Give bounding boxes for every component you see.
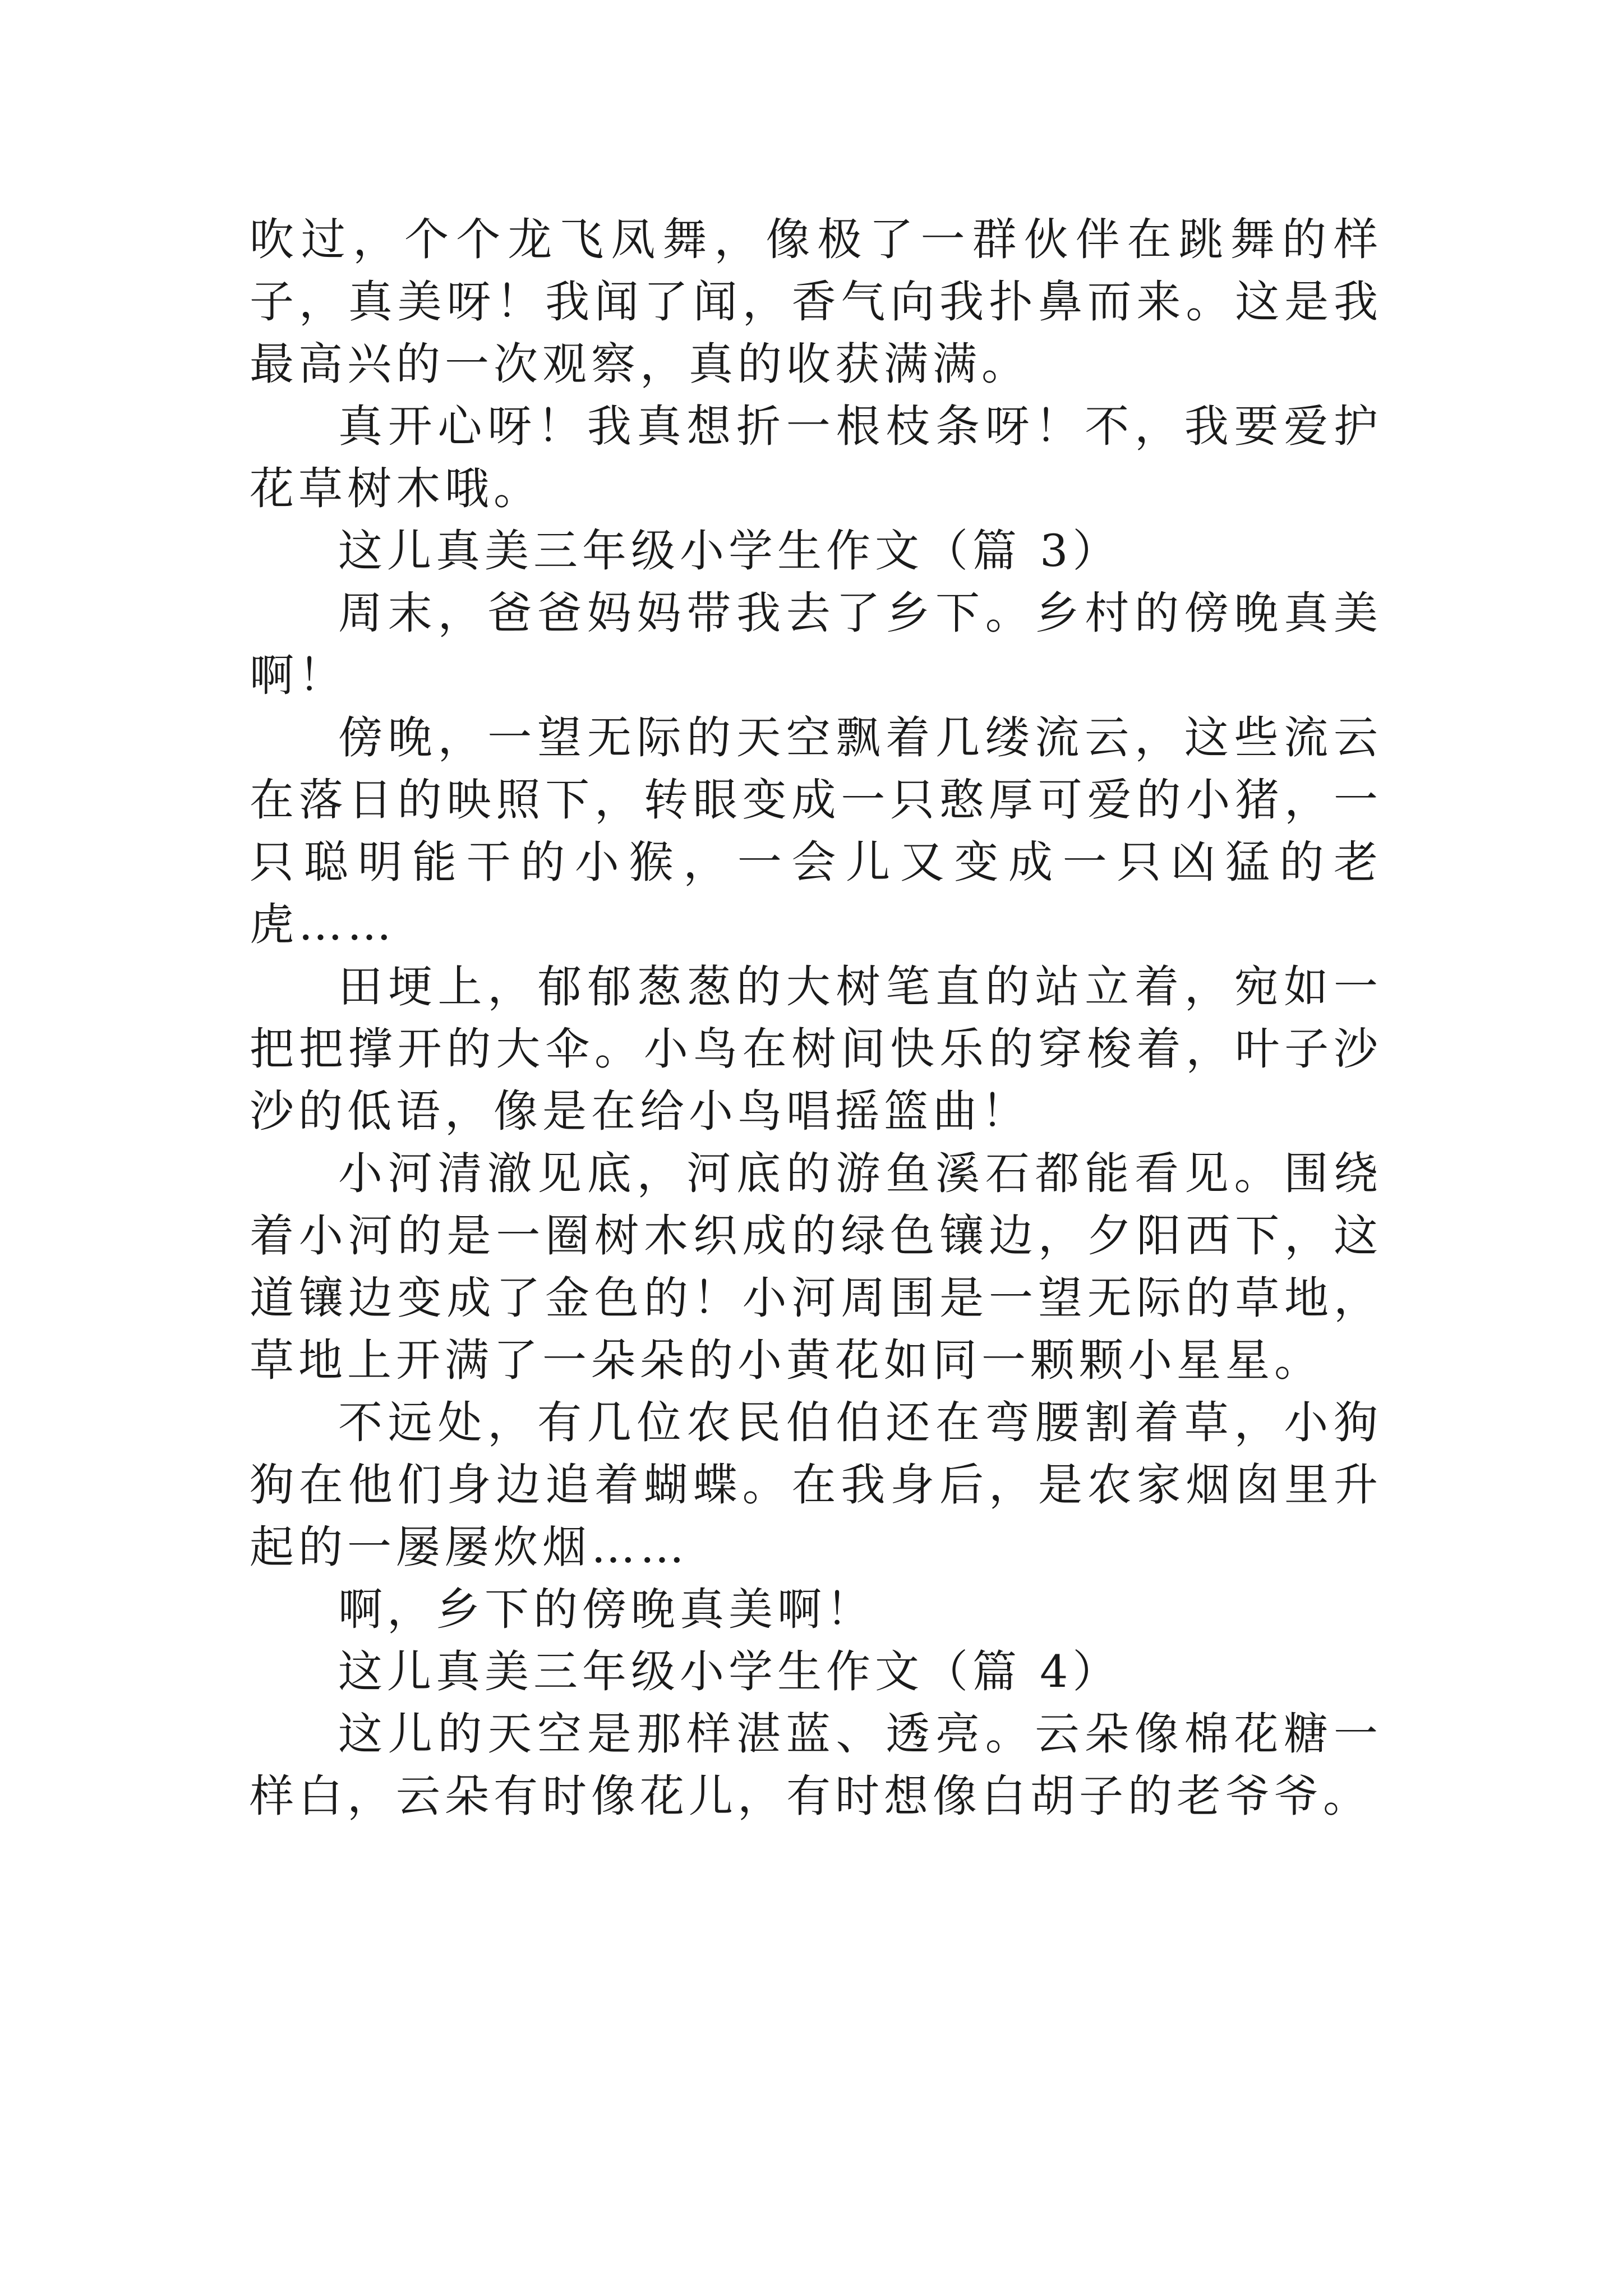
paragraph-3: 周末，爸爸妈妈带我去了乡下。乡村的傍晚真美啊！: [250, 587, 1382, 701]
paragraph-9: 这儿的天空是那样湛蓝、透亮。云朵像棉花糖一样白，云朵有时像花儿，有时想像白胡子的老爷爷。: [250, 1708, 1382, 1822]
paragraph-1: 吹过，个个龙飞凤舞，像极了一群伙伴在跳舞的样子，真美呀！我闻了闻，香气向我扑鼻而来。这是我最高兴的一次观察，真的收获满满。: [250, 214, 1382, 390]
section-heading-4: 这儿真美三年级小学生作文（篇 4）: [338, 1646, 1122, 1697]
paragraph-6: 小河清澈见底，河底的游鱼溪石都能看见。围绕着小河的是一圈树木织成的绿色镶边，夕阳西下，这道镶边变成了金色的！小河周围是一望无际的草地，草地上开满了一朵朵的小黄花如同一颗颗小星星。: [250, 1148, 1382, 1386]
document-body: [250, 209, 1382, 1828]
paragraph-8: 啊，乡下的傍晚真美啊！: [338, 1584, 875, 1635]
paragraph-7: 不远处，有几位农民伯伯还在弯腰割着草，小狗狗在他们身边追着蝴蝶。在我身后，是农家烟囱里升起的一屡屡炊烟……: [250, 1397, 1382, 1573]
paragraph-5: 田埂上，郁郁葱葱的大树笔直的站立着，宛如一把把撑开的大伞。小鸟在树间快乐的穿梭着，叶子沙沙的低语，像是在给小鸟唱摇篮曲！: [250, 961, 1382, 1137]
section-heading-3: 这儿真美三年级小学生作文（篇 3）: [338, 525, 1122, 577]
paragraph-2: 真开心呀！我真想折一根枝条呀！不，我要爱护花草树木哦。: [250, 401, 1382, 514]
paragraph-4: 傍晚，一望无际的天空飘着几缕流云，这些流云在落日的映照下，转眼变成一只憨厚可爱的小猪，一只聪明能干的小猴，一会儿又变成一只凶猛的老虎……: [250, 712, 1382, 950]
